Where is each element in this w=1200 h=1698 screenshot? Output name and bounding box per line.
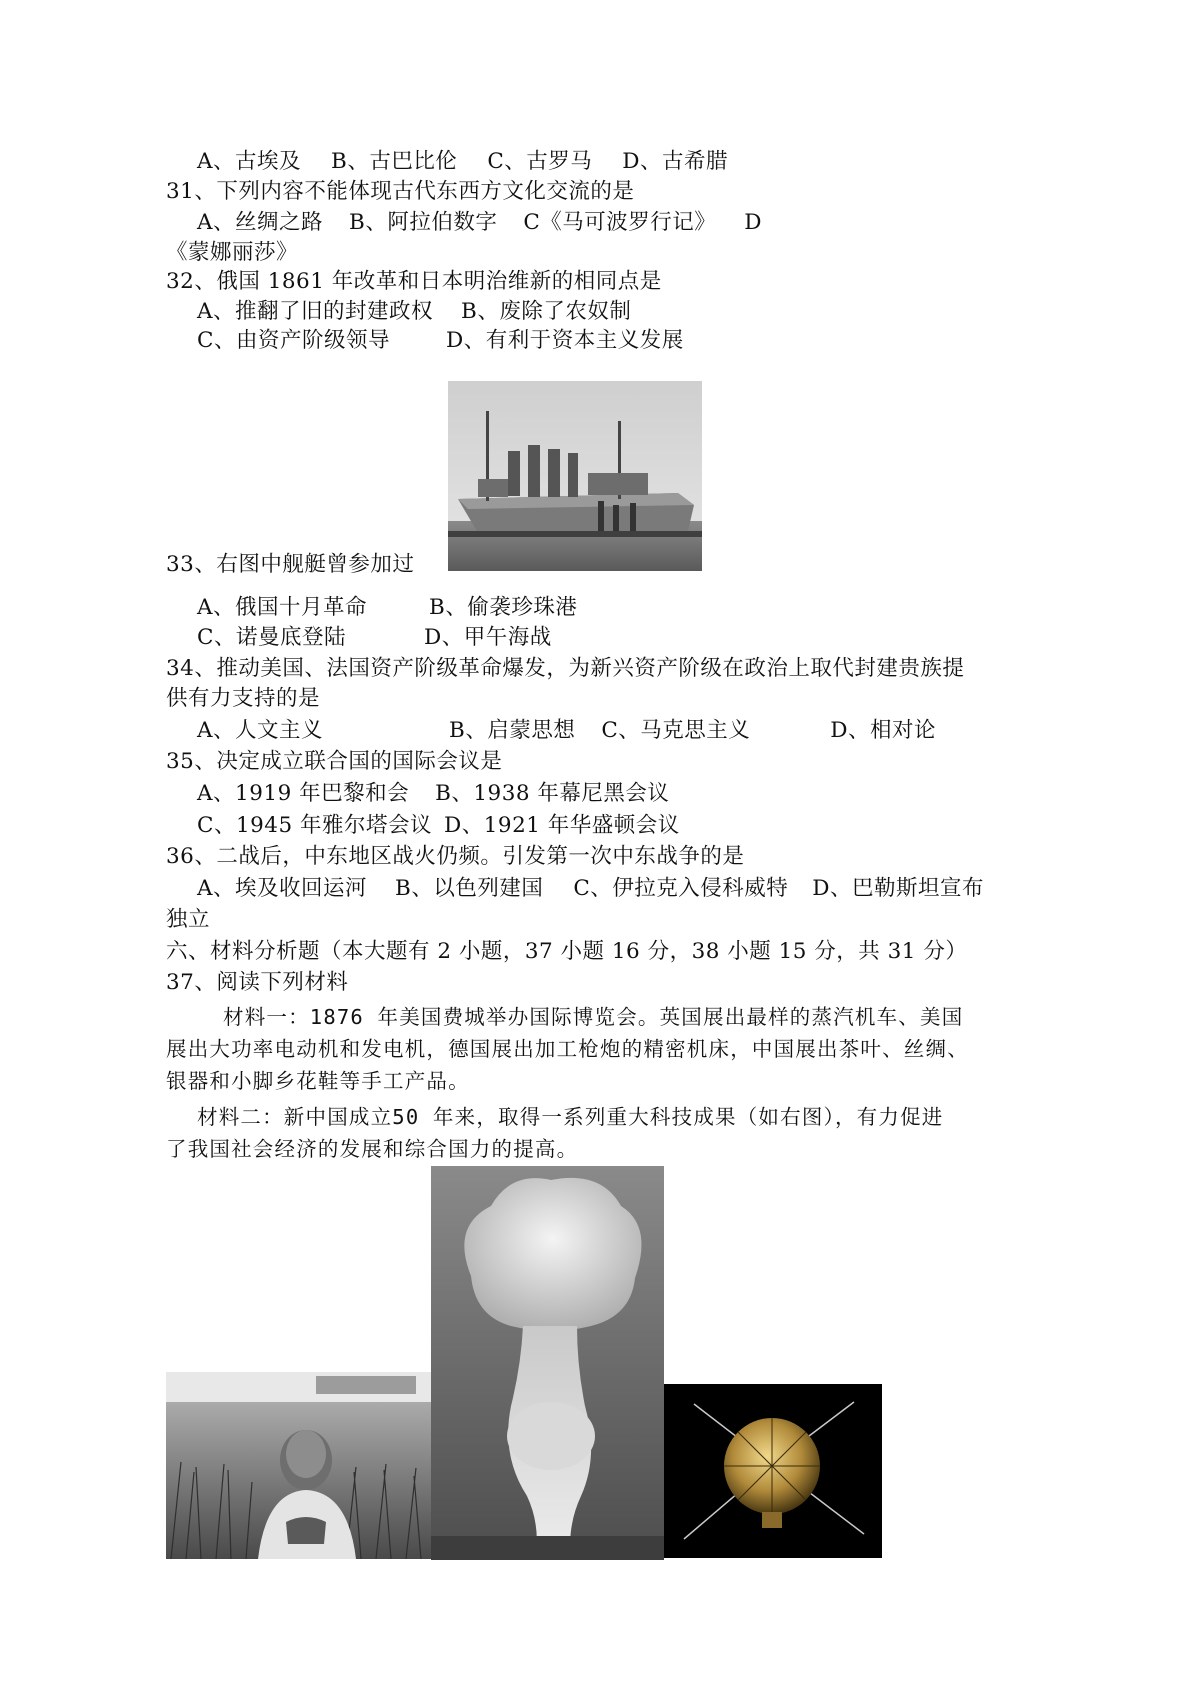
q35-option-d: D、1921 年华盛顿会议 xyxy=(444,813,680,838)
q31-option-c: C《马可波罗行记》 xyxy=(523,210,717,235)
q36-option-a: A、埃及收回运河 xyxy=(197,876,368,901)
material2-line2: 了我国社会经济的发展和综合国力的提高。 xyxy=(166,1137,579,1161)
q37-stem: 37、阅读下列材料 xyxy=(166,970,349,995)
q35-stem: 35、决定成立联合国的国际会议是 xyxy=(166,749,503,774)
q36-stem: 36、二战后，中东地区战火仍频。引发第一次中东战争的是 xyxy=(166,844,745,869)
material1-line3: 银器和小脚乡花鞋等手工产品。 xyxy=(166,1069,470,1093)
satellite-illustration xyxy=(664,1384,882,1558)
q30-option-d: D、古希腊 xyxy=(622,149,729,174)
q32-options-row1 xyxy=(197,297,631,327)
q34-option-b: B、启蒙思想 xyxy=(449,718,576,743)
q34-continuation: 供有力支持的是 xyxy=(166,686,321,711)
q34-option-c: C、马克思主义 xyxy=(601,718,751,743)
q33-option-d: D、甲午海战 xyxy=(423,625,552,650)
q36-option-c: C、伊拉克入侵科威特 xyxy=(573,876,789,901)
q33-options-row2 xyxy=(197,623,552,653)
q36-option-d: D、巴勒斯坦宣布 xyxy=(812,876,985,901)
q31-option-a: A、丝绸之路 xyxy=(197,210,324,235)
q32-option-c: C、由资产阶级领导 xyxy=(197,328,390,353)
q33-options-row1 xyxy=(197,593,577,623)
q35-options-row1 xyxy=(197,779,669,809)
q35-option-b: B、1938 年幕尼黑会议 xyxy=(435,781,670,806)
q34-option-d: D、相对论 xyxy=(830,718,937,743)
q30-option-b: B、古巴比伦 xyxy=(331,149,458,174)
material1-line1: 材料一：1876 年美国费城举办国际博览会。英国展出最样的蒸汽机车、美国 xyxy=(223,1005,964,1029)
mushroom-cloud-photo xyxy=(431,1166,664,1560)
q36-continuation: 独立 xyxy=(166,907,211,932)
material2-line1: 材料二：新中国成立50 年来，取得一系列重大科技成果（如右图），有力促进 xyxy=(197,1105,944,1129)
q31-option-d: D xyxy=(744,210,763,235)
q35-option-a: A、1919 年巴黎和会 xyxy=(197,781,410,806)
q35-option-c: C、1945 年雅尔塔会议 xyxy=(197,813,433,838)
material1-line2: 展出大功率电动机和发电机，德国展出加工枪炮的精密机床，中国展出茶叶、丝绸、 xyxy=(166,1037,969,1061)
q34-options xyxy=(197,716,936,746)
q30-options xyxy=(197,147,728,177)
q31-option-b: B、阿拉伯数字 xyxy=(349,210,498,235)
q34-option-a: A、人文主义 xyxy=(197,718,324,743)
section6-title: 六、材料分析题（本大题有 2 小题，37 小题 16 分，38 小题 15 分，共 31 分） xyxy=(166,939,968,964)
satellite-photo xyxy=(664,1384,882,1558)
q35-options-row2 xyxy=(197,811,680,841)
q30-option-c: C、古罗马 xyxy=(487,149,593,174)
q32-options-row2 xyxy=(197,326,684,356)
q36-option-b: B、以色列建国 xyxy=(395,876,544,901)
q31-options xyxy=(197,208,762,238)
rice-field-illustration xyxy=(166,1372,431,1559)
q33-option-a: A、俄国十月革命 xyxy=(197,595,368,620)
q32-option-a: A、推翻了旧的封建政权 xyxy=(197,299,434,324)
cruiser-illustration xyxy=(448,381,702,571)
q32-stem: 32、俄国 1861 年改革和日本明治维新的相同点是 xyxy=(166,269,662,294)
mushroom-cloud-illustration xyxy=(431,1166,664,1560)
q33-option-b: B、偷袭珍珠港 xyxy=(429,595,578,620)
q31-continuation: 《蒙娜丽莎》 xyxy=(166,240,299,265)
q33-option-c: C、诺曼底登陆 xyxy=(197,625,346,650)
q31-stem: 31、下列内容不能体现古代东西方文化交流的是 xyxy=(166,179,635,204)
rice-scientist-photo xyxy=(166,1372,431,1559)
q32-option-d: D、有利于资本主义发展 xyxy=(445,328,684,353)
q34-stem: 34、推动美国、法国资产阶级革命爆发，为新兴资产阶级在政治上取代封建贵族提 xyxy=(166,656,965,681)
cruiser-photo xyxy=(448,381,702,571)
q30-option-a: A、古埃及 xyxy=(197,149,302,174)
q32-option-b: B、废除了农奴制 xyxy=(461,299,632,324)
q36-options xyxy=(197,874,984,904)
q33-stem: 33、右图中舰艇曾参加过 xyxy=(166,552,415,577)
